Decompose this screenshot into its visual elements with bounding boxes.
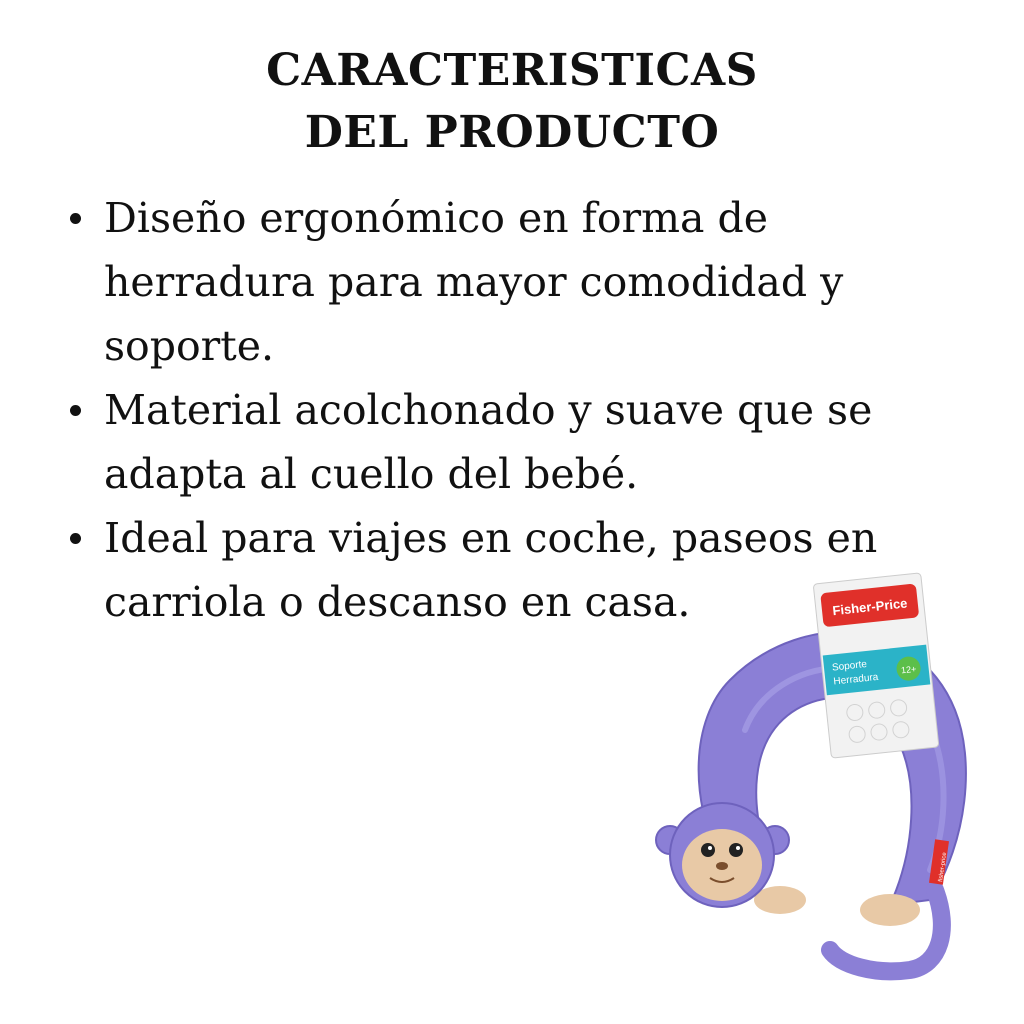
brand-text: Fisher-Price bbox=[831, 595, 909, 619]
product-label bbox=[813, 573, 939, 758]
title-line-1: CARACTERISTICAS bbox=[266, 45, 758, 96]
feature-text: Ideal para viajes en coche, paseos en carriola o descanso en casa. bbox=[104, 514, 878, 626]
label-line-1: Soporte bbox=[831, 658, 868, 674]
feature-list bbox=[62, 186, 942, 634]
feature-text: Material acolchonado y suave que se adapta al cuello del bebé. bbox=[104, 386, 873, 498]
title-line-2: DEL PRODUCTO bbox=[304, 107, 720, 158]
product-image bbox=[650, 570, 990, 990]
page-title bbox=[0, 40, 1024, 164]
age-badge-text: 12+ bbox=[900, 663, 917, 676]
side-tag-text: fisher-price bbox=[938, 852, 949, 883]
feature-text: Diseño ergonómico en forma de herradura para mayor comodidad y soporte. bbox=[104, 194, 844, 370]
bullet-icon bbox=[70, 213, 81, 224]
feature-item bbox=[62, 378, 942, 506]
bullet-icon bbox=[70, 405, 81, 416]
bullet-icon bbox=[70, 533, 81, 544]
label-line-2: Herradura bbox=[832, 671, 879, 688]
feature-item bbox=[62, 186, 942, 378]
